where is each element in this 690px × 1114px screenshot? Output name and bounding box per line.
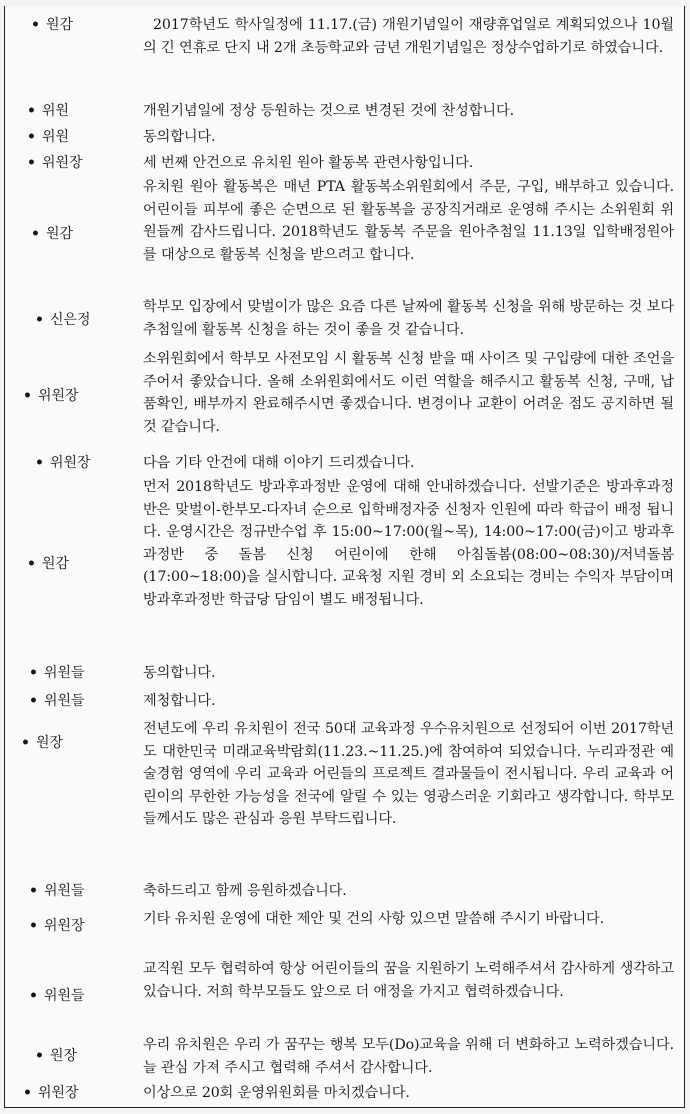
statement-text: 우리 유치원은 우리 가 꿈꾸는 행복 모두(Do)교육을 위해 더 변화하고 노력하겠습니다. 늘 관심 가져 주시고 협력해 주셔서 감사합니다. [143, 1037, 674, 1076]
speaker-label: • 원감 [31, 17, 74, 33]
statement-text: 동의합니다. [143, 129, 216, 145]
speaker-label: • 위원들 [29, 883, 85, 899]
speaker-label: • 원감 [27, 556, 70, 572]
statement-text: 유치원 원아 활동복은 매년 PTA 활동복소위원회에서 주문, 구입, 배부하고 있습니다. 어린이들 피부에 좋은 순면으로 된 활동복을 공장직거래로 운영해 주시는 소위원회 위원들께 감사드립니다. 2018학년도 활동복 주문을 원아추첨일 11.13일 입학배정원아를 대상으로 활동복 신청을 받으려고 합니다. [143, 179, 674, 263]
minutes-page [4, 6, 685, 1108]
speaker-label: • 위원장 [27, 155, 83, 171]
statement-text: 세 번째 안건으로 유치원 원아 활동복 관련사항입니다. [143, 155, 474, 171]
speaker-label: • 신은정 [35, 312, 91, 328]
statement-text: 학부모 입장에서 맞벌이가 많은 요즘 다른 날짜에 활동복 신청을 위해 방문하는 것 보다 추첨일에 활동복 신청을 하는 것이 좋을 것 같습니다. [143, 299, 674, 338]
statement-text: 교직원 모두 협력하여 항상 어린이들의 꿈을 지원하기 노력해주셔서 감사하게 생각하고 있습니다. 저희 학부모들도 앞으로 더 애정을 가지고 협력하겠습니다. [143, 961, 674, 1000]
speaker-label: • 위원장 [29, 918, 85, 934]
speaker-label: • 위원장 [23, 1085, 79, 1101]
speaker-label: • 위원장 [23, 388, 79, 404]
statement-text: 제청합니다. [143, 693, 216, 709]
speaker-label: • 위원 [27, 129, 70, 145]
statement-text: 개원기념일에 정상 등원하는 것으로 변경된 것에 찬성합니다. [143, 103, 514, 119]
speaker-label: • 위원들 [29, 693, 85, 709]
statement-text: 다음 기타 안건에 대해 이야기 드리겠습니다. [143, 455, 415, 471]
speaker-label: • 원장 [21, 735, 64, 751]
speaker-label: • 원장 [35, 1048, 78, 1064]
statement-text: 먼저 2018학년도 방과후과정반 운영에 대해 안내하겠습니다. 선발기준은 방과후과정반은 맞벌이-한부모-다자녀 순으로 입학배정자중 신청자 인원에 따라 학급이 배정 됩니다. 운영시간은 정규반수업 후 15:00~17:00(월~목), 14:00~17:00(금)이고 방과후과정반 중 돌봄 신청 어린이에 한해 아침돌봄(08:00~08:30)/저녁돌봄(17:00~18:00)을 실시합니다. 교육청 지원 경비 외 소요되는 경비는 수익자 부담이며 방과후과정반 학급당 담임이 별도 배정됩니다. [143, 479, 674, 608]
statement-text: 축하드리고 함께 응원하겠습니다. [143, 883, 347, 899]
speaker-label: • 위원장 [35, 455, 91, 471]
statement-text: 전년도에 우리 유치원이 전국 50대 교육과정 우수유치원으로 선정되어 이번 2017학년도 대한민국 미래교육박람회(11.23.~11.25.)에 참여하여 되었습니다. 누리과정관 예술경험 영역에 우리 교육과 어린들의 프로젝트 결과물들이 전시됩니다. 우리 교육과 어린이의 무한한 가능성을 전국에 알릴 수 있는 영광스러운 기회라고 생각합니다. 학부모들께서도 많은 관심과 응원 부탁드립니다. [143, 721, 674, 827]
speaker-label: • 위원 [27, 103, 70, 119]
statement-text: 이상으로 20회 운영위원회를 마치겠습니다. [143, 1085, 410, 1101]
speaker-label: • 위원들 [29, 988, 85, 1004]
speaker-label: • 원감 [31, 226, 74, 242]
statement-text: 동의합니다. [143, 665, 216, 681]
statement-text: 2017학년도 학사일정에 11.17.(금) 개원기념일이 재량휴업일로 계획되었으나 10월의 긴 연휴로 단지 내 2개 초등학교와 금년 개원기념일은 정상수업하기로 하였습니다. [143, 17, 674, 56]
statement-text: 소위원회에서 학부모 사전모임 시 활동복 신청 받을 때 사이즈 및 구입량에 대한 조언을 주어서 좋았습니다. 올해 소위원회에서도 이런 역할을 해주시고 활동복 신청, 구매, 납품확인, 배부까지 완료해주시면 좋겠습니다. 변경이나 교환이 어려운 점도 공지하면 될 것 같습니다. [143, 351, 674, 435]
statement-text: 기타 유치원 운영에 대한 제안 및 건의 사항 있으면 말씀해 주시기 바랍니다. [143, 911, 605, 927]
speaker-label: • 위원들 [29, 665, 85, 681]
